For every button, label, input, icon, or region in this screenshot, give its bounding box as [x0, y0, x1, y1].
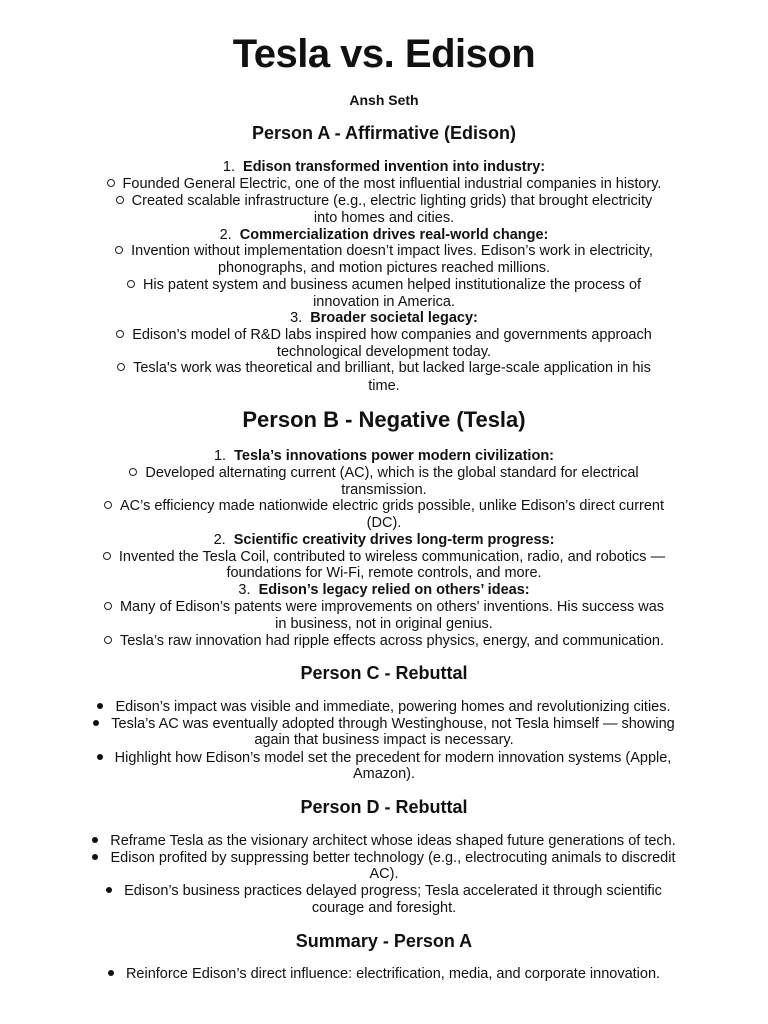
numbered-point: 1. Edison transformed invention into industry: [222, 159, 546, 175]
bullet-icon [93, 720, 99, 726]
bullet-continuation: Amazon). [352, 766, 416, 782]
hollow-bullet-icon [116, 330, 124, 338]
sub-point-continuation: in business, not in original genius. [275, 616, 493, 632]
bullet-icon [97, 754, 103, 760]
sub-point-continuation: foundations for Wi-Fi, remote controls, and more. [226, 565, 542, 581]
bullet-continuation: courage and foresight. [311, 900, 457, 916]
hollow-bullet-icon [116, 196, 124, 204]
sub-point: Invention without implementation doesn’t impact lives. Edison’s work in electricity, [0, 243, 768, 260]
numbered-point: 2. Scientific creativity drives long-term progress: [213, 532, 555, 548]
hollow-bullet-icon [127, 280, 135, 288]
bullet-continuation: again that business impact is necessary. [254, 732, 514, 748]
hollow-bullet-icon [104, 501, 112, 509]
sub-point: Invented the Tesla Coil, contributed to wireless communication, radio, and robotics — [0, 549, 768, 566]
section-heading-person-b: Person B - Negative (Tesla) [242, 407, 526, 432]
sub-point: Developed alternating current (AC), which is the global standard for electrical [0, 465, 768, 482]
sub-point: Tesla's work was theoretical and brilliant, but lacked large-scale application in his [0, 360, 768, 377]
hollow-bullet-icon [129, 468, 137, 476]
sub-point: Edison’s model of R&D labs inspired how companies and governments approach [0, 327, 768, 344]
numbered-point: 3. Broader societal legacy: [290, 310, 478, 326]
sub-point: Tesla’s raw innovation had ripple effects across physics, energy, and communication. [0, 633, 768, 650]
bullet-icon [97, 703, 103, 709]
sub-point-continuation: time. [368, 378, 400, 394]
numbered-point: 2. Commercialization drives real-world change: [219, 227, 549, 243]
bullet-icon [92, 837, 98, 843]
bullet-item: Edison’s impact was visible and immediate, powering homes and revolutionizing cities. [0, 699, 768, 716]
numbered-point: 1. Tesla’s innovations power modern civilization: [213, 448, 555, 464]
sub-point: Founded General Electric, one of the most influential industrial companies in history. [0, 176, 768, 193]
sub-point: Created scalable infrastructure (e.g., electric lighting grids) that brought electricity [0, 193, 768, 210]
sub-point-continuation: technological development today. [276, 344, 492, 360]
bullet-item: Tesla’s AC was eventually adopted through Westinghouse, not Tesla himself — showing [0, 716, 768, 733]
section-heading-person-c: Person C - Rebuttal [300, 663, 468, 683]
bullet-item: Edison’s business practices delayed progress; Tesla accelerated it through scientific [0, 883, 768, 900]
bullet-icon [92, 854, 98, 860]
hollow-bullet-icon [104, 636, 112, 644]
hollow-bullet-icon [115, 246, 123, 254]
numbered-point: 3. Edison’s legacy relied on others’ ideas: [238, 582, 530, 598]
section-heading-summary: Summary - Person A [295, 931, 473, 951]
sub-point-continuation: transmission. [341, 482, 427, 498]
sub-point-continuation: (DC). [366, 515, 402, 531]
sub-point: Many of Edison’s patents were improvements on others' inventions. His success was [0, 599, 768, 616]
bullet-icon [108, 970, 114, 976]
sub-point-continuation: into homes and cities. [313, 210, 455, 226]
bullet-icon [106, 887, 112, 893]
hollow-bullet-icon [117, 363, 125, 371]
author-name: Ansh Seth [349, 92, 419, 108]
bullet-item: Highlight how Edison’s model set the precedent for modern innovation systems (Apple, [0, 750, 768, 767]
sub-point-continuation: innovation in America. [313, 294, 455, 310]
section-heading-person-a: Person A - Affirmative (Edison) [251, 123, 517, 143]
hollow-bullet-icon [107, 179, 115, 187]
sub-point-continuation: phonographs, and motion pictures reached millions. [217, 260, 551, 276]
hollow-bullet-icon [103, 552, 111, 560]
bullet-continuation: AC). [369, 866, 399, 882]
bullet-item: Reframe Tesla as the visionary architect whose ideas shaped future generations of tech. [0, 833, 768, 850]
hollow-bullet-icon [104, 602, 112, 610]
sub-point: AC’s efficiency made nationwide electric grids possible, unlike Edison’s direct current [0, 498, 768, 515]
bullet-item: Edison profited by suppressing better technology (e.g., electrocuting animals to discredit [0, 850, 768, 867]
section-heading-person-d: Person D - Rebuttal [300, 797, 468, 817]
sub-point: His patent system and business acumen helped institutionalize the process of [0, 277, 768, 294]
bullet-item: Reinforce Edison’s direct influence: electrification, media, and corporate innovation. [0, 966, 768, 983]
document-title: Tesla vs. Edison [232, 32, 536, 76]
